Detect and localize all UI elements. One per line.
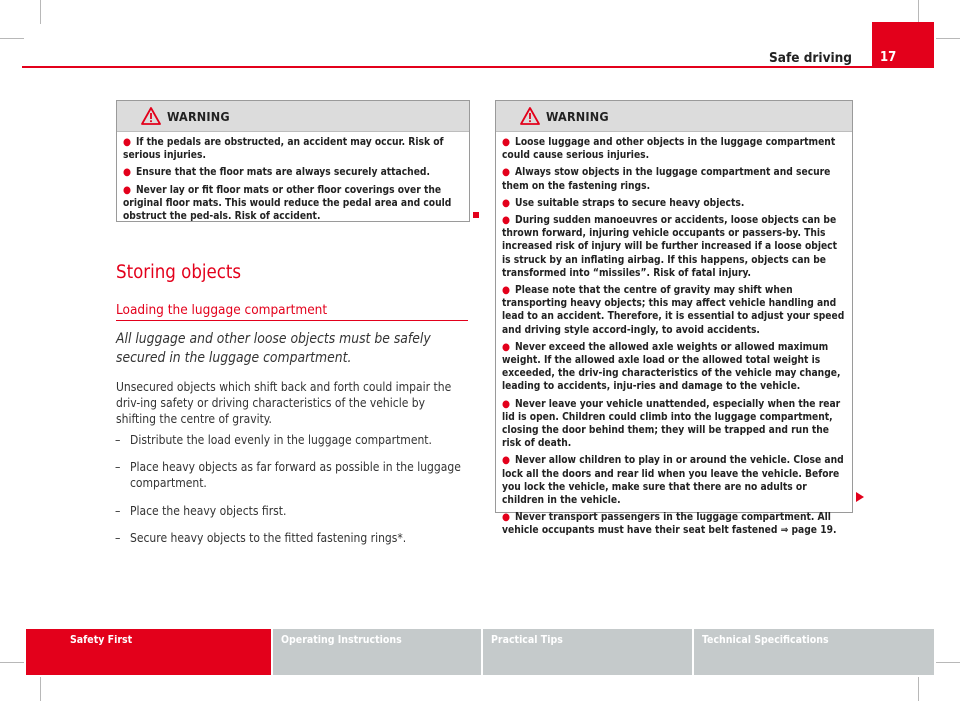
section-title: Storing objects <box>116 262 242 283</box>
warning-title: WARNING <box>167 109 230 124</box>
dash-icon: – <box>115 503 121 518</box>
footer-tab-operating-instructions[interactable] <box>273 629 481 675</box>
footer-tab-technical-specifications[interactable] <box>694 629 934 675</box>
warning-box-luggage <box>495 100 853 537</box>
warning-body <box>496 132 852 538</box>
header-rule <box>22 66 934 68</box>
warning-triangle-icon <box>520 107 540 125</box>
crop-mark <box>936 662 960 663</box>
page-number-tab <box>872 22 934 68</box>
bullet-icon: ● <box>502 197 510 209</box>
warning-triangle-icon <box>141 107 161 125</box>
warning-item: ● Please note that the centre of gravity may shift when transporting heavy objects; this may affect vehicle handling and lead to an accident. Therefore, it is essential to adjust your speed and driving style accord-ingly, to avoid accidents. <box>502 285 845 336</box>
steps-list <box>116 432 468 557</box>
warning-box-pedals <box>116 100 470 222</box>
bullet-icon: ● <box>502 341 510 353</box>
footer-tab-label: Practical Tips <box>491 634 563 646</box>
footer-tab-label: Operating Instructions <box>281 634 402 646</box>
warning-header <box>496 101 852 132</box>
subsection-rule <box>116 320 468 321</box>
crop-mark <box>918 677 919 701</box>
crop-mark <box>40 677 41 701</box>
warning-item: ● Always stow objects in the luggage compartment and secure them on the fastening rings. <box>502 167 831 192</box>
bullet-icon: ● <box>502 137 510 148</box>
footer-tab-safety-first[interactable] <box>26 629 271 675</box>
crop-mark <box>0 662 24 663</box>
page-number: 17 <box>880 50 897 65</box>
dash-icon: – <box>115 530 121 545</box>
crop-mark <box>936 38 960 39</box>
warning-item: ● If the pedals are obstructed, an accident may occur. Risk of serious injuries. <box>123 137 444 162</box>
warning-item: ● Never exceed the allowed axle weights or allowed maximum weight. If the allowed axle load or the allowed total weight is exceeded, the driv-ing characteristics of the vehicle may change, leading to accidents, inju-ries and damage to the vehicle. <box>502 341 841 393</box>
bullet-icon: ● <box>502 215 510 227</box>
crop-mark <box>918 0 919 24</box>
bullet-icon: ● <box>502 285 510 297</box>
warning-item: ● Never allow children to play in or around the vehicle. Close and lock all the doors and rear lid when you leave the vehicle. Before you lock the vehicle, make sure that there are no adults or children in the vehicle. <box>502 455 844 507</box>
crop-mark <box>0 38 24 39</box>
bullet-icon: ● <box>123 137 131 148</box>
subsection-title: Loading the luggage compartment <box>116 302 328 318</box>
running-header: Safe driving <box>769 50 852 66</box>
warning-item: ● Ensure that the floor mats are always securely attached. <box>123 167 430 179</box>
bullet-icon: ● <box>502 398 510 410</box>
warning-item: ● Never lay or fit floor mats or other floor coverings over the original floor mats. This would reduce the pedal area and could obstruct the ped-als. Risk of accident. <box>123 184 452 223</box>
crop-mark <box>40 0 41 24</box>
list-item: – Place the heavy objects first. <box>115 503 287 518</box>
list-item: – Place heavy objects as far forward as possible in the luggage compartment. <box>115 460 461 491</box>
bullet-icon: ● <box>502 167 510 179</box>
warning-item: ● Use suitable straps to secure heavy objects. <box>502 197 745 209</box>
dash-icon: – <box>115 460 121 475</box>
bullet-icon: ● <box>123 184 131 196</box>
body-text: Unsecured objects which shift back and forth could impair the driv-ing safety or driving characteristics of the vehicle by shifting the centre of gravity. <box>116 380 452 427</box>
warning-item: ● Loose luggage and other objects in the luggage compartment could cause serious injuries. <box>502 137 836 162</box>
bullet-icon: ● <box>502 512 510 524</box>
intro-text: All luggage and other loose objects must be safely secured in the luggage compartment. <box>116 331 431 366</box>
list-item: – Secure heavy objects to the fitted fastening rings*. <box>115 530 407 545</box>
warning-body <box>117 132 469 223</box>
warning-item: ● Never transport passengers in the luggage compartment. All vehicle occupants must have their seat belt fastened ⇒ page 19. <box>502 512 837 537</box>
warning-header <box>117 101 469 132</box>
footer-tab-label: Safety First <box>70 634 133 646</box>
list-item: – Distribute the load evenly in the luggage compartment. <box>115 433 432 447</box>
footer-tab-practical-tips[interactable] <box>483 629 692 675</box>
continue-arrow-icon <box>856 492 864 502</box>
warning-item: ● Never leave your vehicle unattended, especially when the rear lid is open. Children could climb into the luggage compartment, closing the door behind them; they will be trapped and run the risk of death. <box>502 398 841 450</box>
end-of-section-icon <box>473 212 479 218</box>
dash-icon: – <box>115 433 121 447</box>
warning-title: WARNING <box>546 109 609 124</box>
bullet-icon: ● <box>123 167 131 179</box>
warning-item: ● During sudden manoeuvres or accidents, loose objects can be thrown forward, injuring vehicle occupants or passers-by. This increased risk of injury will be further increased if a loose object is struck by an inflating airbag. If this happens, objects can be transformed into “missiles”. Risk of fatal injury. <box>502 215 837 279</box>
bullet-icon: ● <box>502 455 510 467</box>
footer-tab-label: Technical Specifications <box>702 634 829 646</box>
